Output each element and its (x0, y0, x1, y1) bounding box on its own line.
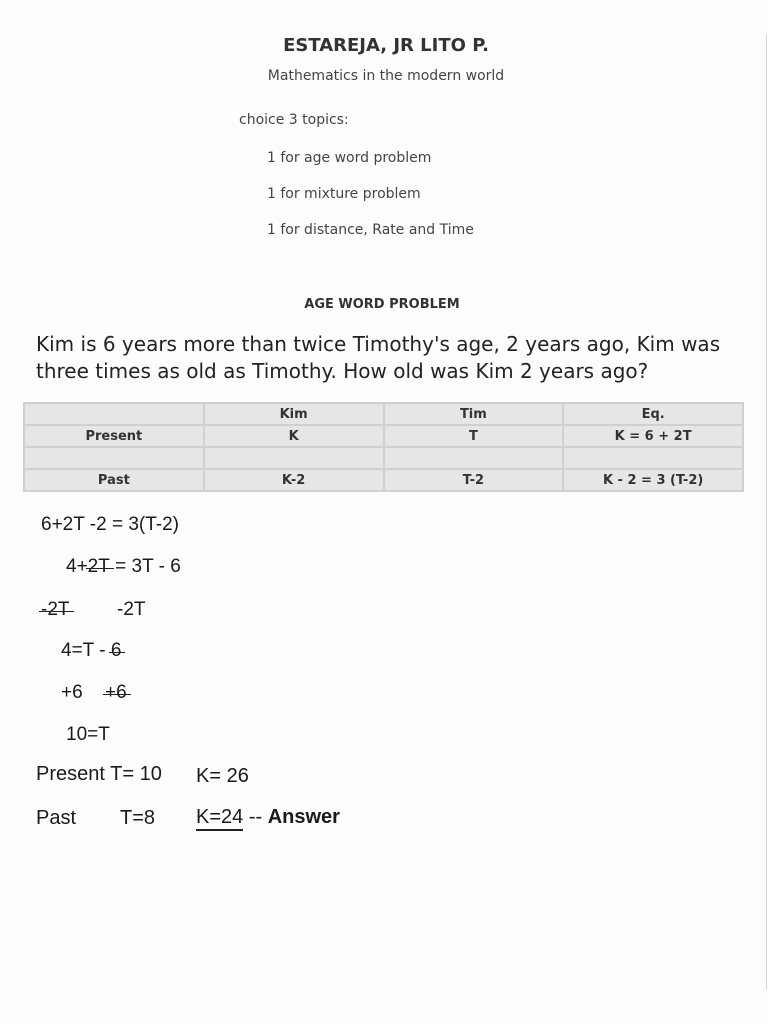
table-cell: Tim (384, 403, 564, 425)
age-table (23, 402, 744, 492)
table-row (24, 469, 743, 491)
table-cell: T (384, 425, 564, 447)
cancelled-term: -2T (41, 599, 70, 620)
topics-intro: choice 3 topics: (239, 112, 349, 128)
table-cell (384, 447, 564, 469)
table-cell: T-2 (384, 469, 564, 491)
topic-item: 1 for distance, Rate and Time (267, 222, 474, 238)
past-k: K=24 (196, 806, 243, 831)
work-part: 4+ (66, 556, 88, 577)
topic-item: 1 for age word problem (267, 150, 432, 166)
section-title: AGE WORD PROBLEM (304, 297, 460, 312)
past-label: Past (36, 807, 77, 829)
work-line-1: 6+2T -2 = 3(T-2) (41, 514, 179, 535)
author-name: ESTAREJA, JR LITO P. (283, 35, 489, 56)
work-line-6: 10=T (66, 724, 110, 745)
present-k: K= 26 (196, 765, 249, 787)
cancelled-term: 6 (110, 640, 122, 661)
table-row (24, 447, 743, 469)
problem-statement: Kim is 6 years more than twice Timothy's age, 2 years ago, Kim was three times as old as Timothy. How old was Kim 2 years ago? (36, 332, 721, 383)
table-cell (563, 447, 743, 469)
past-t: T=8 (120, 807, 156, 829)
work-line-5-right (105, 682, 127, 704)
cancelled-term: 2T (87, 556, 110, 577)
course-title: Mathematics in the modern world (267, 68, 505, 84)
table-cell: Eq. (563, 403, 743, 425)
table-cell: K-2 (204, 469, 384, 491)
table-cell: Present (24, 425, 204, 447)
table-cell (204, 447, 384, 469)
work-line-5: +6 (61, 682, 83, 703)
table-cell: K - 2 = 3 (T-2) (563, 469, 743, 491)
table-cell: Kim (204, 403, 384, 425)
work-part: 4=T - (61, 640, 111, 661)
topic-item: 1 for mixture problem (267, 186, 421, 202)
work-line-3-right: -2T (117, 599, 146, 620)
page-edge (766, 34, 767, 989)
present-result: Present T= 10 (36, 763, 162, 785)
table-header-row (24, 403, 743, 425)
work-line-4 (61, 640, 121, 662)
table-row (24, 425, 743, 447)
table-cell (24, 447, 204, 469)
work-part: = 3T - 6 (109, 556, 181, 577)
table-cell: K (204, 425, 384, 447)
work-line-3 (41, 599, 70, 621)
work-line-2 (66, 556, 181, 578)
table-cell: Past (24, 469, 204, 491)
answer-label: Answer (267, 806, 340, 828)
table-cell: K = 6 + 2T (563, 425, 743, 447)
cancelled-term: +6 (105, 682, 127, 703)
table-cell (24, 403, 204, 425)
final-answer (196, 806, 340, 829)
answer-sep: -- (243, 806, 268, 828)
